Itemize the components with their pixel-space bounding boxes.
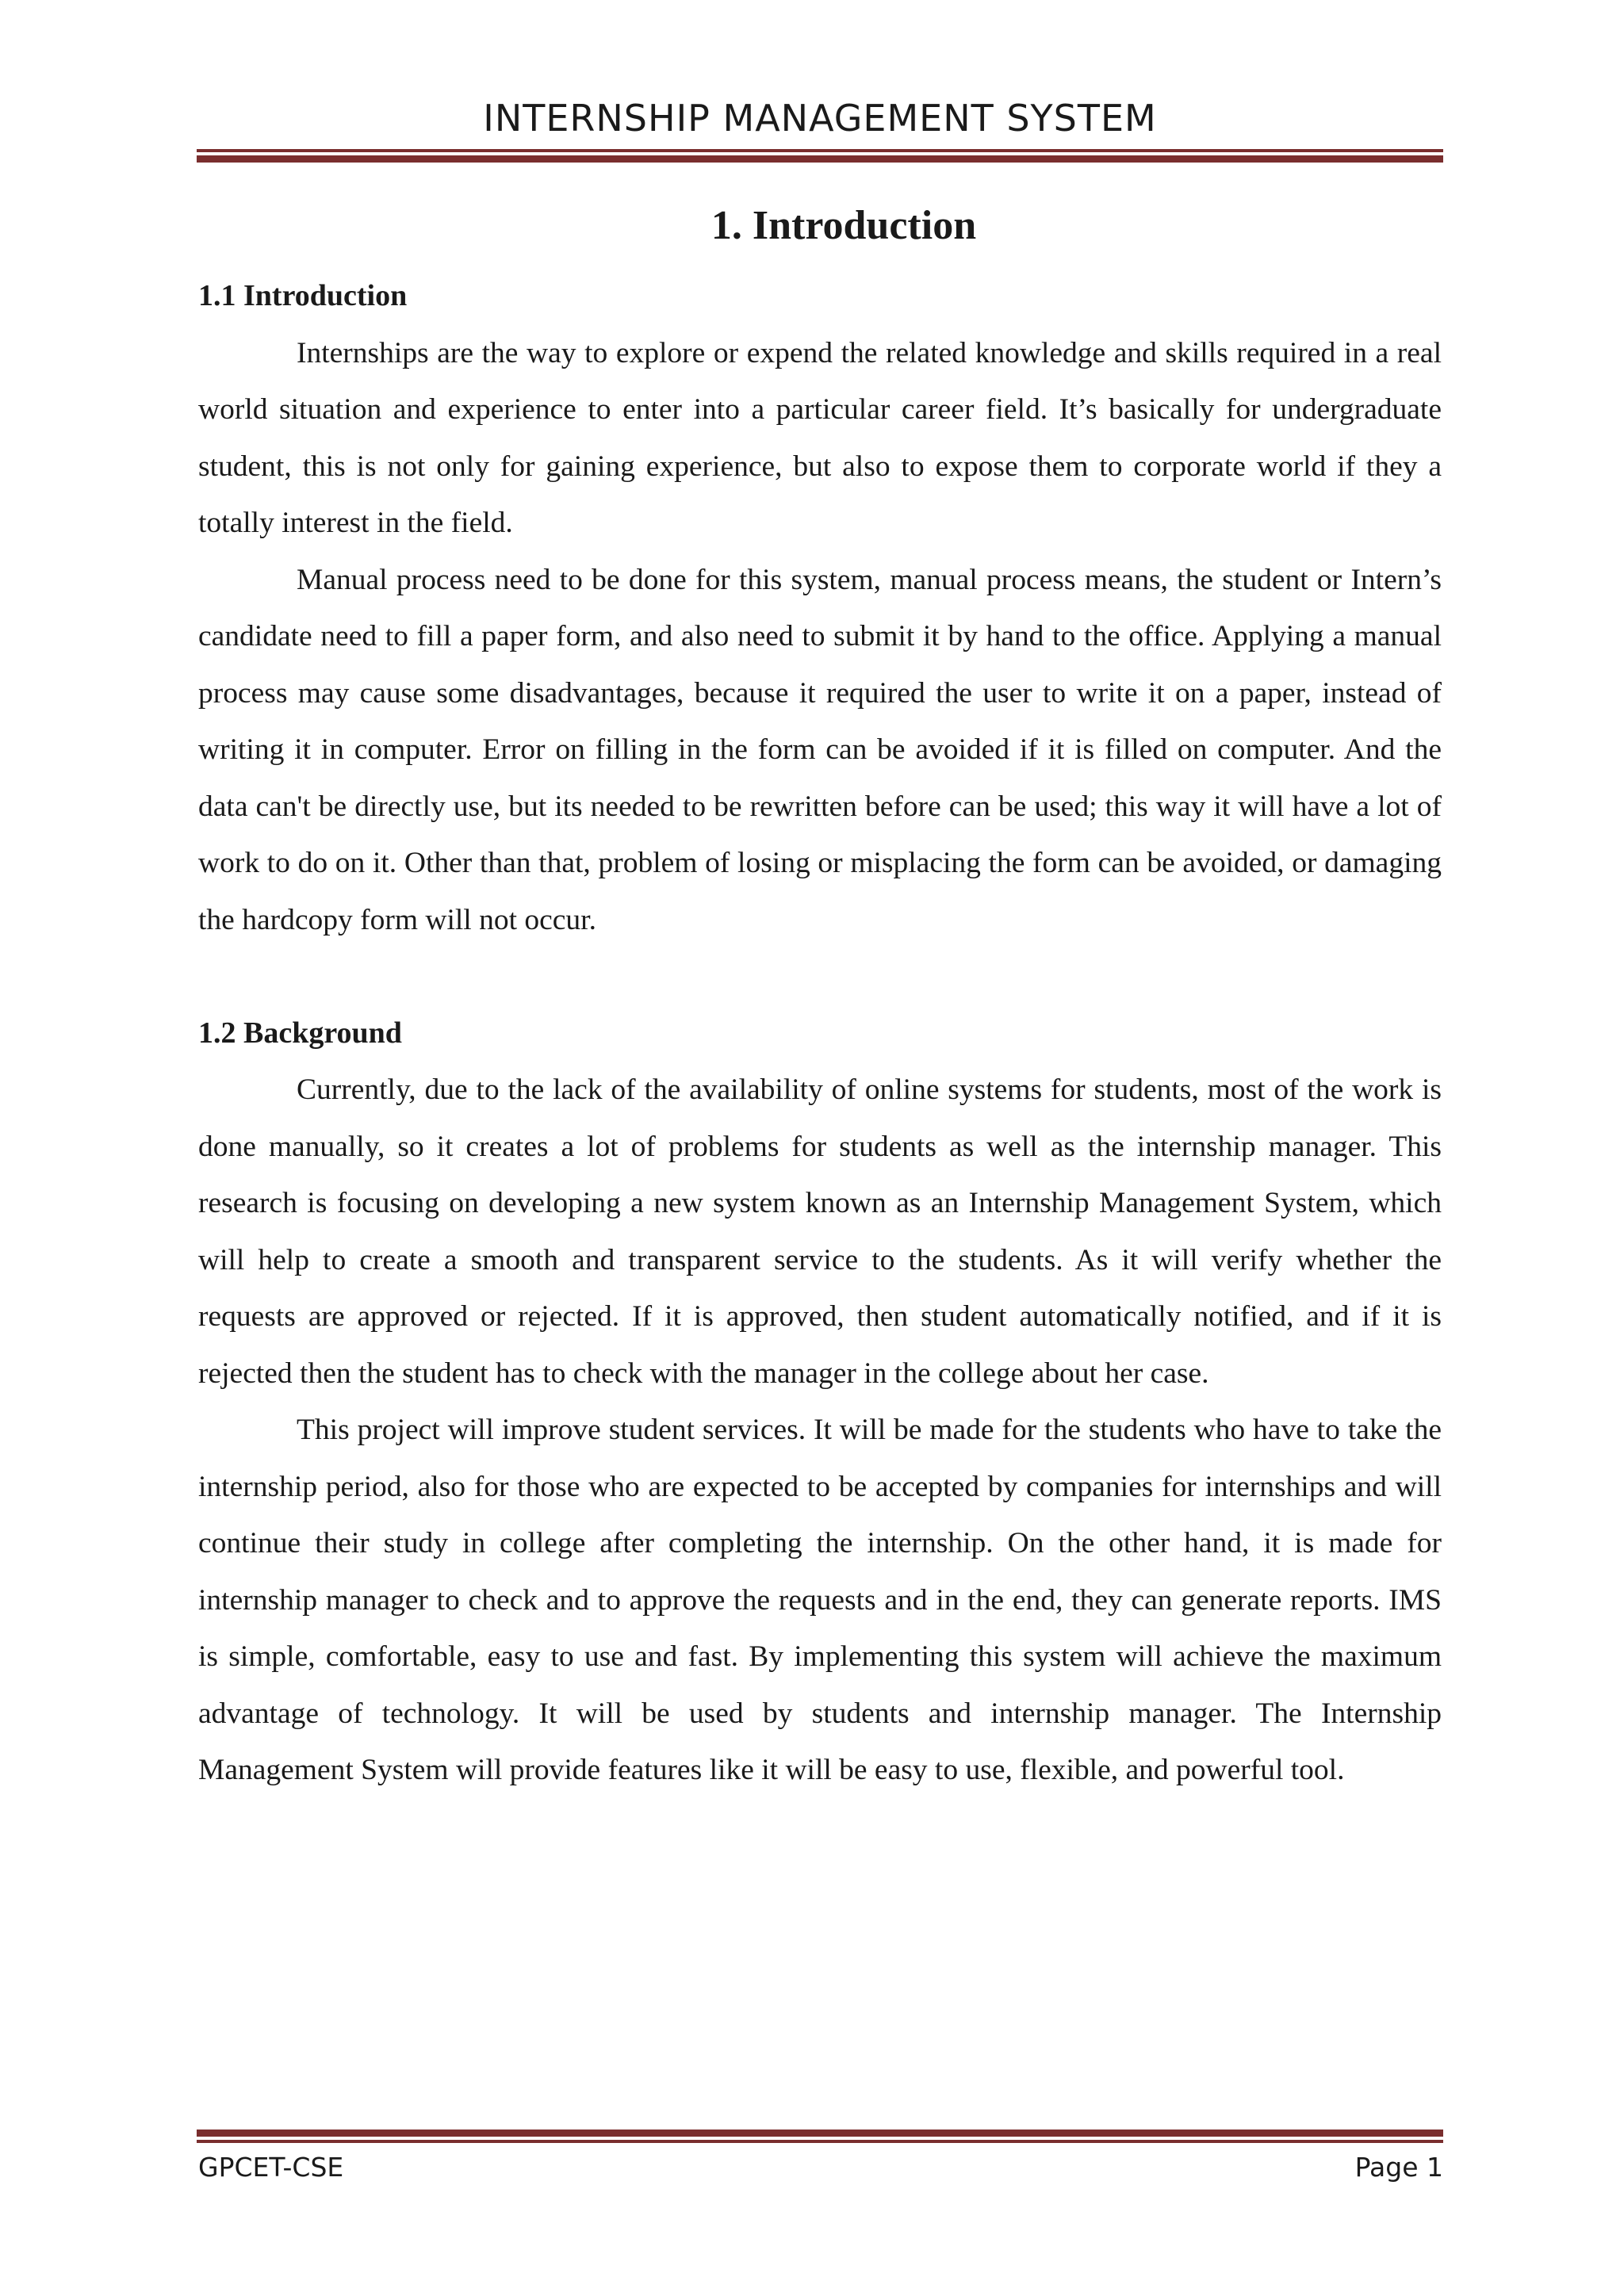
section-heading-background: 1.2 Background xyxy=(198,1016,402,1050)
paragraph: Manual process need to be done for this system, manual process means, the student or Intern’s candidate need to fill a paper form, and also need to submit it by hand to the office. Applying a manual process may cause some disadvantages, because it required the user to write it on a paper, instead of writing it in computer. Error on filling in the form can be avoided if it is filled on computer. And the data can't be directly use, but its needed to be rewritten before can be used; this way it will have a lot of work to do on it. Other than that, problem of losing or misplacing the form can be avoided, or damaging the hardcopy form will not occur. xyxy=(198,563,1442,936)
section-spacer xyxy=(198,948,1442,1005)
paragraph: Currently, due to the lack of the availability of online systems for students, most of the work is done manually, so it creates a lot of problems for students as well as the internship manager. This research is focusing on developing a new system known as an Internship Management System, which will help to create a smooth and transparent service to the students. As it will verify whether the requests are approved or rejected. If it is approved, then student automatically notified, and if it is rejected then the student has to check with the manager in the college about her case. xyxy=(198,1073,1442,1390)
footer-rule xyxy=(197,2130,1443,2143)
footer-department: GPCET-CSE xyxy=(198,2152,344,2183)
paragraph: This project will improve student services. It will be made for the students who have to take the internship period, also for those who are expected to be accepted by companies for internships and will continue their study in college after completing the internship. On the other hand, it is made for internship manager to check and to approve the requests and in the end, they can generate reports. IMS is simple, comfortable, easy to use and fast. By implementing this system will achieve the maximum advantage of technology. It will be used by students and internship manager. The Internship Management System will provide features like it will be easy to use, flexible, and powerful tool. xyxy=(198,1414,1442,1786)
running-header-title: INTERNSHIP MANAGEMENT SYSTEM xyxy=(483,97,1157,140)
paragraph: Internships are the way to explore or expend the related knowledge and skills required in a real world situation and experience to enter into a particular career field. It’s basically for undergraduate student, this is not only for gaining experience, but also to expose them to corporate world if they a totally interest in the field. xyxy=(198,336,1442,539)
section-heading-introduction: 1.1 Introduction xyxy=(198,279,408,312)
footer-page-number: Page 1 xyxy=(1354,2152,1443,2183)
header-rule xyxy=(197,149,1443,163)
page-body xyxy=(198,190,1442,1799)
chapter-title: 1. Introduction xyxy=(710,203,977,248)
